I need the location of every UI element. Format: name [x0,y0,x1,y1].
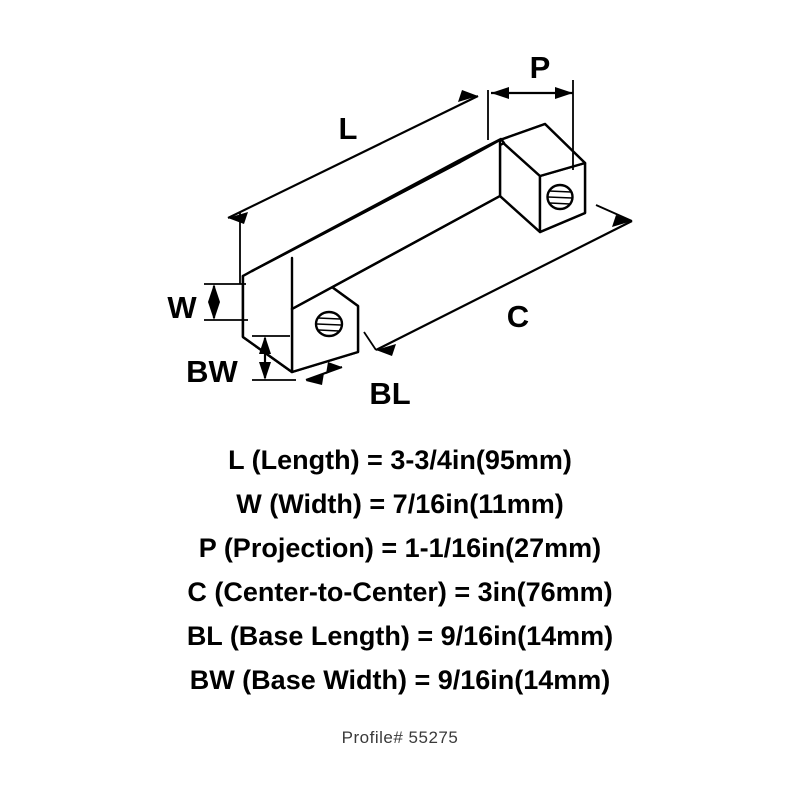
spec-line-length: L (Length) = 3-3/4in(95mm) [228,445,572,475]
spec-line-base-length: BL (Base Length) = 9/16in(14mm) [186,621,614,651]
dim-BW-arrow-bottom [259,362,271,380]
profile-number: Profile# 55275 [341,728,459,747]
spec-line-center-to-center: C (Center-to-Center) = 3in(76mm) [187,577,613,607]
dim-label-BL: BL [369,376,411,411]
dim-C-leader-right [596,205,632,221]
handle-drawing [243,124,585,372]
profile-footer [0,728,800,748]
spec-line-width: W (Width) = 7/16in(11mm) [236,489,564,519]
dim-BL-arrow-right [326,362,342,374]
spec-line-projection: P (Projection) = 1-1/16in(27mm) [198,533,602,563]
dim-label-BW: BW [186,354,238,389]
dim-label-W: W [167,290,197,325]
specifications-list [0,438,800,702]
dim-W-arrow-top [208,284,220,302]
dim-W-arrow-bottom [208,302,220,320]
dim-C-leader-left [364,332,376,350]
dim-label-C: C [506,299,530,334]
dim-P-arrow-right [555,87,573,99]
dim-label-P: P [529,50,551,85]
dim-P-arrow-left [491,87,509,99]
dim-label-L: L [338,111,358,146]
spec-line-base-width: BW (Base Width) = 9/16in(14mm) [189,665,611,695]
dimension-W [204,284,248,320]
